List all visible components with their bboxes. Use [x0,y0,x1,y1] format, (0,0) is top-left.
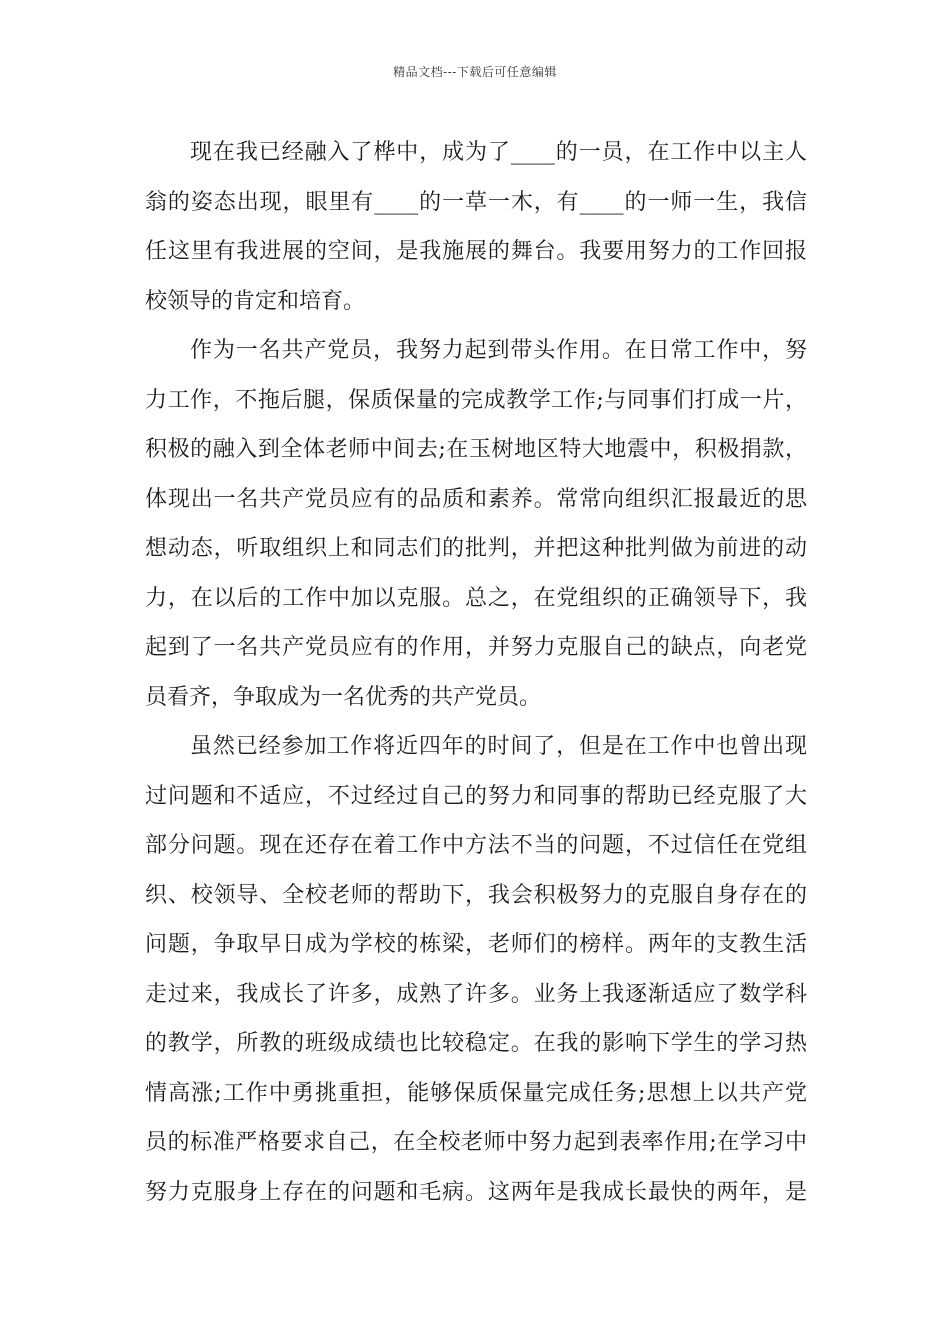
paragraph-2 [145,326,807,722]
paragraph-line: 体现出一名共产党员应有的品质和素养。常常向组织汇报最近的思 [145,486,807,512]
paragraph-line: 部分问题。现在还存在着工作中方法不当的问题，不过信任在党组 [145,833,807,858]
paragraph-line: 力，在以后的工作中加以克服。总之，在党组织的正确领导下，我 [145,585,807,611]
paragraph-line: 员看齐，争取成为一名优秀的共产党员。 [145,684,542,710]
paragraph-line: 作为一名共产党员，我努力起到带头作用。在日常工作中，努 [190,338,807,363]
paragraph-line: 走过来，我成长了许多，成熟了许多。业务上我逐渐适应了数学科 [145,981,807,1007]
paragraph-line: 积极的融入到全体老师中间去;在玉树地区特大地震中，积极捐款， [145,437,807,462]
paragraph-1 [145,128,807,326]
paragraph-line: 织、校领导、全校老师的帮助下，我会积极努力的克服自身存在的 [145,882,807,908]
paragraph-line: 情高涨;工作中勇挑重担，能够保质保量完成任务;思想上以共产党 [145,1080,807,1106]
paragraph-line: 校领导的肯定和培育。 [145,288,366,314]
paragraph-line: 的教学，所教的班级成绩也比较稳定。在我的影响下学生的学习热 [145,1031,807,1056]
paragraph-line: 过问题和不适应，不过经过自己的努力和同事的帮助已经克服了大 [145,783,807,809]
paragraph-line: 问题，争取早日成为学校的栋梁，老师们的榜样。两年的支教生活 [145,932,807,957]
paragraph-line: 虽然已经参加工作将近四年的时间了，但是在工作中也曾出现 [190,734,807,759]
paragraph-line: 现在我已经融入了桦中，成为了____的一员，在工作中以主人 [190,140,807,165]
paragraph-line: 努力克服身上存在的问题和毛病。这两年是我成长最快的两年，是 [145,1179,807,1205]
paragraph-line: 力工作，不拖后腿，保质保量的完成教学工作;与同事们打成一片， [145,387,807,413]
paragraph-3 [145,722,807,1217]
document-body [145,128,807,1217]
paragraph-line: 任这里有我进展的空间，是我施展的舞台。我要用努力的工作回报 [145,239,807,264]
page-header: 精品文档---下载后可任意编辑 [393,65,557,79]
paragraph-line: 起到了一名共产党员应有的作用，并努力克服自己的缺点，向老党 [145,635,807,660]
paragraph-line: 翁的姿态出现，眼里有____的一草一木，有____的一师一生，我信 [145,189,807,215]
paragraph-line: 员的标准严格要求自己，在全校老师中努力起到表率作用;在学习中 [145,1130,807,1155]
paragraph-line: 想动态，听取组织上和同志们的批判，并把这种批判做为前进的动 [145,536,807,561]
